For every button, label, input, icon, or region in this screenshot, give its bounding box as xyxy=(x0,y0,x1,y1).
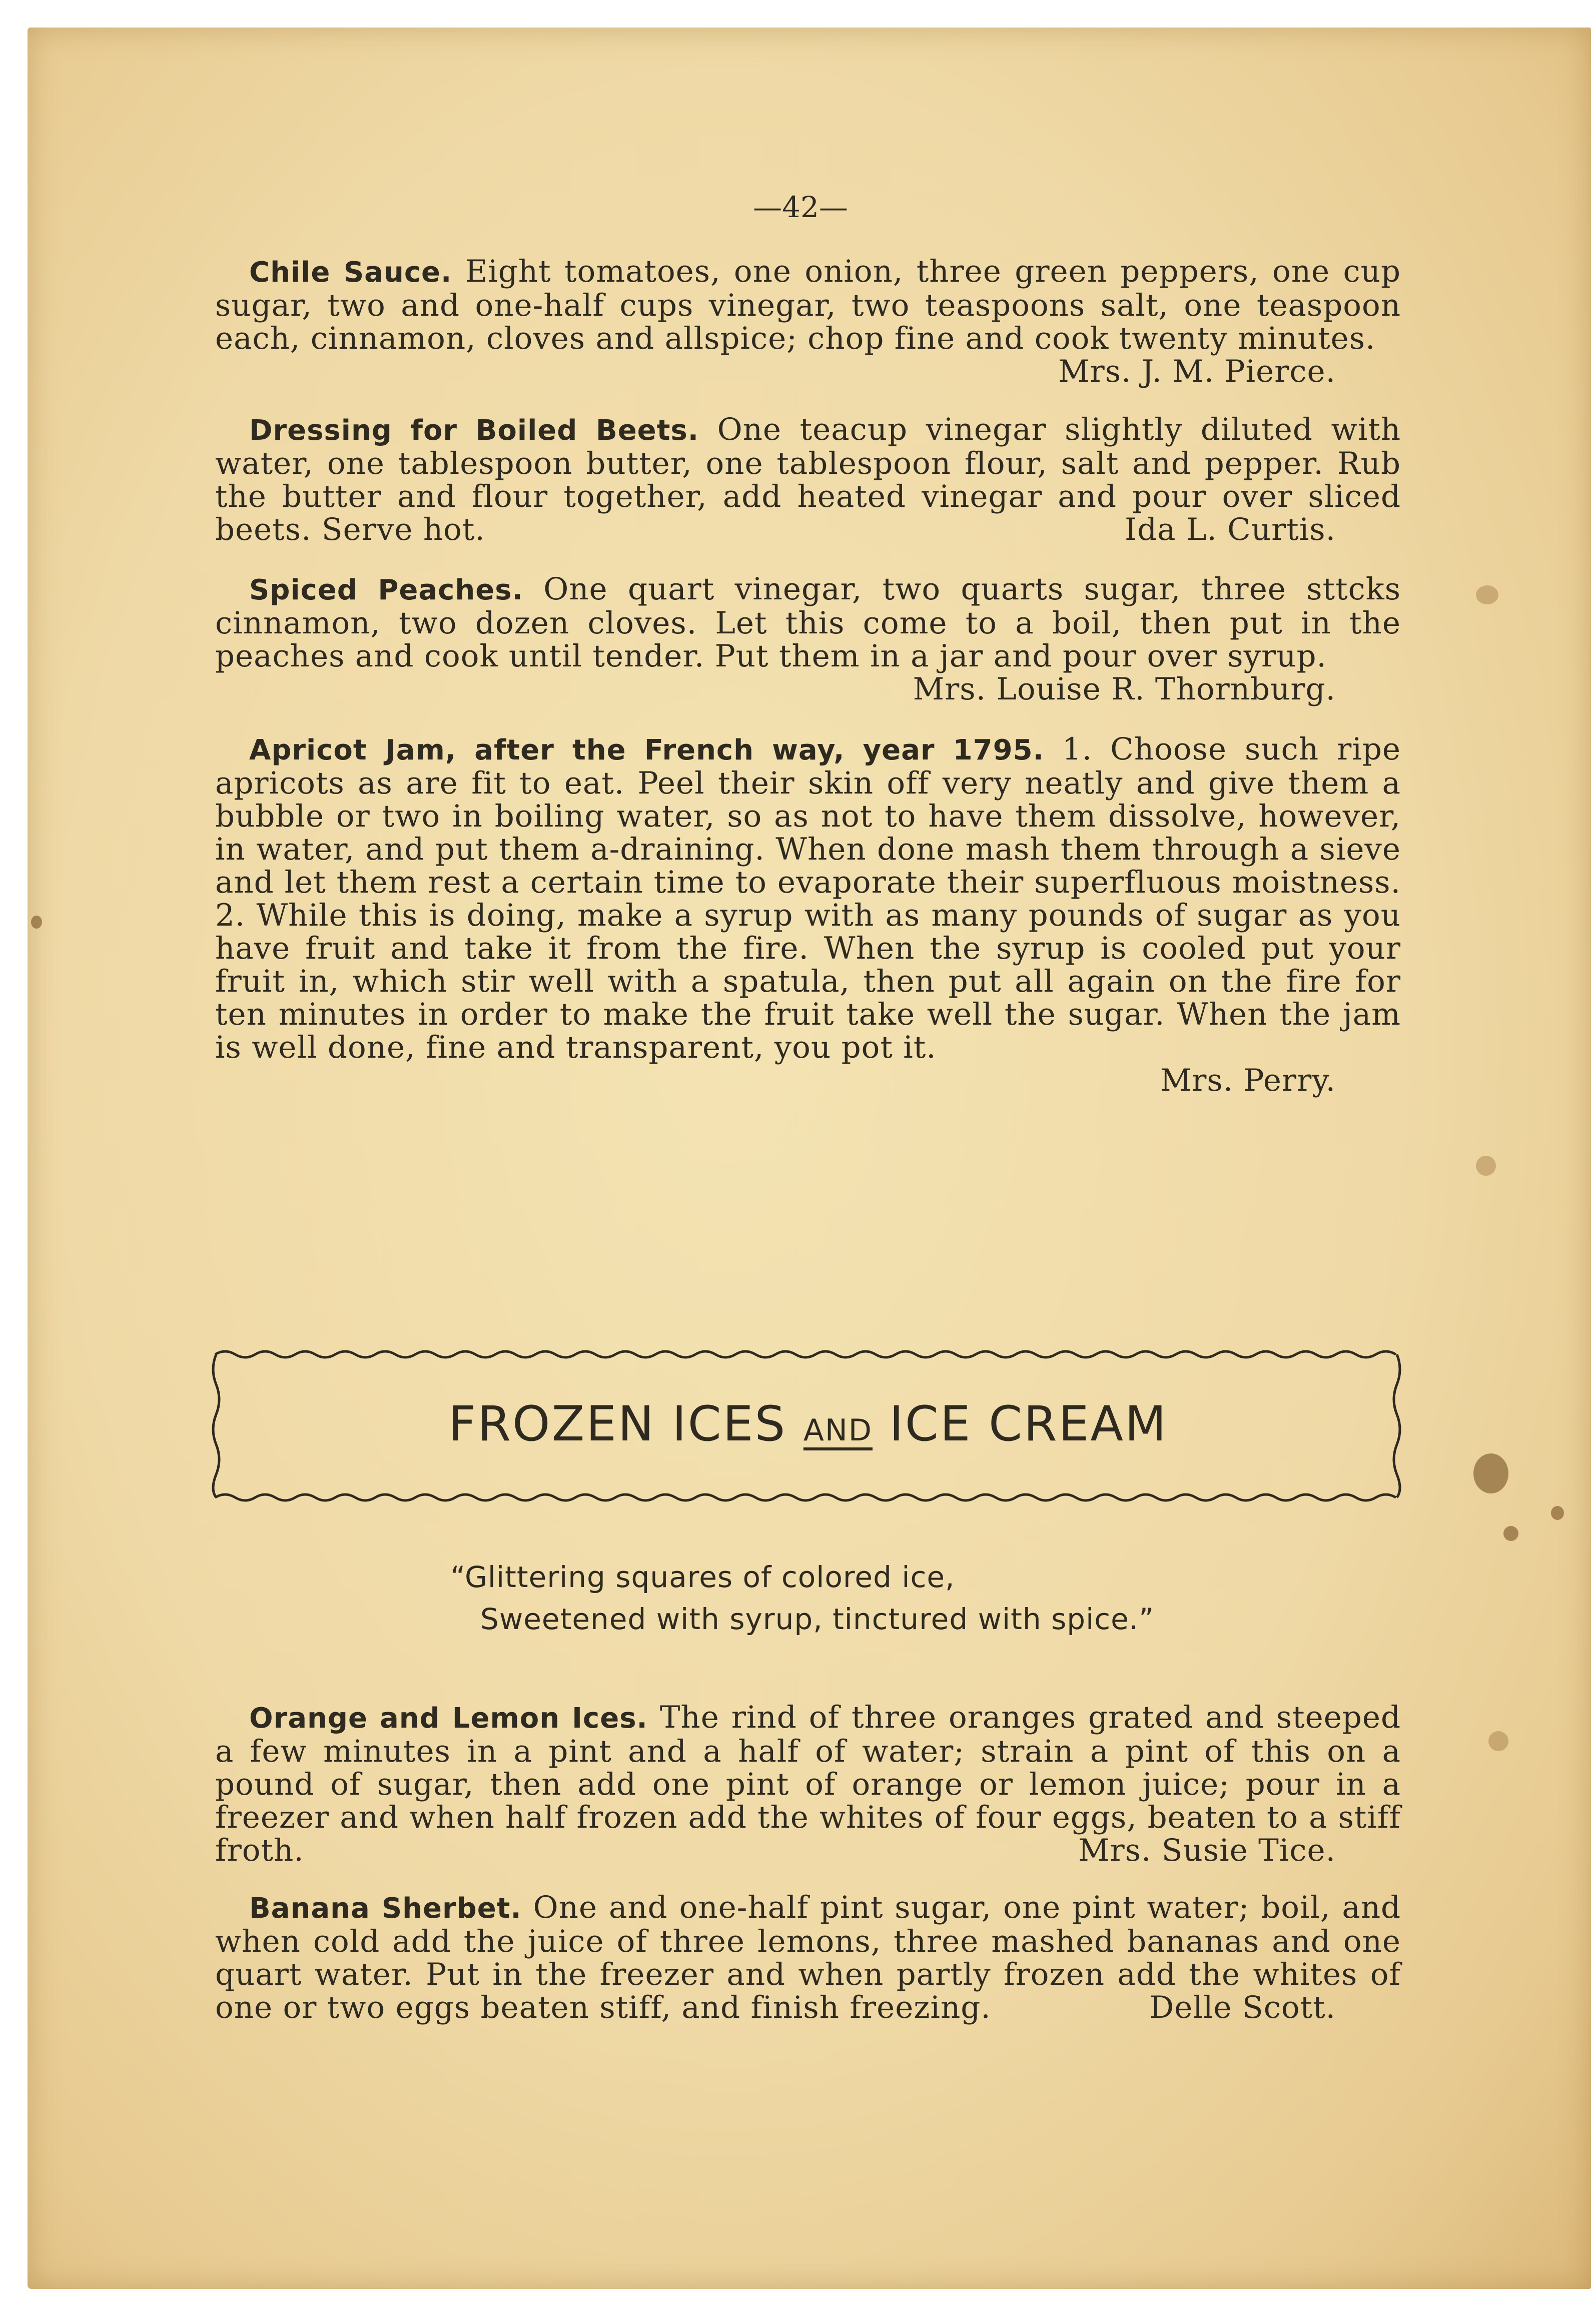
recipe-banana-sherbet xyxy=(215,1891,1401,2024)
stain-mark xyxy=(1476,585,1498,604)
recipe-author: Mrs. J. M. Pierce. xyxy=(1058,354,1336,389)
stain-mark xyxy=(1473,1453,1508,1493)
recipe-body: The rind of three oranges grated and steeped a few minutes in a pint and a half of water; strain a pint of this on a pound of sugar, then add one pint of orange or lemon juice; pour in a freezer and when half frozen add the whites of four eggs, beaten to a stiff froth. xyxy=(215,1700,1401,1868)
epigraph xyxy=(450,1556,1154,1640)
recipe-title: Chile Sauce. xyxy=(249,256,452,289)
section-heading xyxy=(210,1396,1406,1452)
stain-mark xyxy=(1551,1506,1564,1520)
stain-mark xyxy=(1503,1526,1518,1541)
recipe-title: Banana Sherbet. xyxy=(249,1892,522,1925)
recipe-author: Mrs. Susie Tice. xyxy=(1078,1833,1336,1868)
epigraph-line: “Glittering squares of colored ice, xyxy=(450,1560,955,1594)
recipe-author: Mrs. Perry. xyxy=(1160,1063,1336,1098)
heading-part: ICE CREAM xyxy=(889,1396,1168,1452)
frame-bottom-wave xyxy=(215,1494,1396,1500)
recipe-chile-sauce xyxy=(215,255,1401,388)
recipe-title: Apricot Jam, after the French way, year 1795. xyxy=(249,734,1044,766)
page-number: —42— xyxy=(753,190,848,224)
recipe-body: Eight tomatoes, one onion, three green peppers, one cup sugar, two and one-half cups vinegar, two teaspoons salt, one teaspoon each, cinnamon, cloves and allspice; chop fine and cook twenty minutes. xyxy=(215,254,1401,356)
recipe-apricot-jam xyxy=(215,733,1401,1097)
recipe-title: Spiced Peaches. xyxy=(249,574,523,606)
stain-mark xyxy=(1476,1156,1496,1176)
recipe-body: 1. Choose such ripe apricots as are fit to eat. Peel their skin off very neatly and give them a bubble or two in boiling water, so as not to have them dissolve, however, in water, and put them a-draining. When done mash them through a sieve and let them rest a certain time to evaporate their superfluous moistness. 2. While this is doing, make a syrup with as many pounds of sugar as you have fruit and take it from the fire. When the syrup is cooled put your fruit in, which stir well with a spatula, then put all again on the fire for ten minutes in order to make the fruit take well the sugar. When the jam is well done, fine and transparent, you pot it. xyxy=(215,731,1401,1065)
recipe-title: Orange and Lemon Ices. xyxy=(249,1702,648,1735)
recipe-author: Ida L. Curtis. xyxy=(1124,512,1336,547)
recipe-body: One teacup vinegar slightly diluted with water, one tablespoon butter, one tablespoon flour, salt and pepper. Rub the butter and flour together, add heated vinegar and pour over sliced beets. Serve hot. xyxy=(215,412,1401,547)
recipe-body: One and one-half pint sugar, one pint water; boil, and when cold add the juice of three lemons, three mashed bananas and one quart water. Put in the freezer and when partly frozen add the whites of one or two eggs beaten stiff, and finish freezing. xyxy=(215,1890,1401,2025)
heading-part: FROZEN ICES xyxy=(448,1396,787,1452)
recipe-orange-and-lemon-ices xyxy=(215,1701,1401,1867)
recipe-author: Mrs. Louise R. Thornburg. xyxy=(913,671,1336,707)
recipe-dressing-for-boiled-beets xyxy=(215,413,1401,546)
recipe-title: Dressing for Boiled Beets. xyxy=(249,414,699,447)
epigraph-line: Sweetened with syrup, tinctured with spice.” xyxy=(480,1602,1155,1636)
stain-mark xyxy=(31,916,42,929)
heading-and: AND xyxy=(803,1413,873,1448)
stain-mark xyxy=(1488,1731,1508,1751)
frame-top-wave xyxy=(215,1351,1396,1357)
recipe-spiced-peaches xyxy=(215,573,1401,706)
recipe-author: Delle Scott. xyxy=(1149,1990,1336,2025)
recipe-body: One quart vinegar, two quarts sugar, three sttcks cinnamon, two dozen cloves. Let this come to a boil, then put in the peaches and cook until tender. Put them in a jar and pour over syrup. xyxy=(215,571,1401,674)
